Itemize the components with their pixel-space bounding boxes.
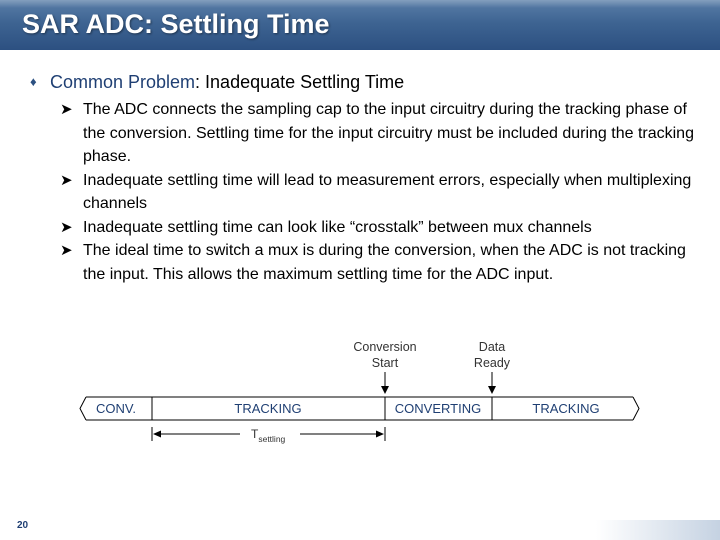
slide-title: SAR ADC: Settling Time (22, 9, 330, 39)
sub-bullet (60, 169, 710, 216)
settling-time-symbol: T (251, 427, 259, 441)
phase-converting: CONVERTING (394, 401, 482, 416)
data-ready-label-line2: Ready (473, 356, 511, 370)
sub-bullet-list (60, 98, 710, 286)
slide-number: 20 (17, 520, 29, 531)
sub-bullet-text: Inadequate settling time can look like “crosstalk” between mux channels (83, 218, 592, 236)
arrow-bullet-icon: ➤ (60, 242, 73, 259)
arrow-bullet-icon: ➤ (60, 101, 73, 118)
footer-decoration (596, 520, 720, 540)
sub-bullet-text: The ideal time to switch a mux is during the conversion, when the ADC is not tracking the input. This allows the maximum settling time for the ADC input. (83, 242, 686, 283)
timing-diagram (0, 330, 720, 460)
data-ready-label-line1: Data (478, 340, 506, 354)
sub-bullet (60, 216, 710, 240)
conversion-start-arrow (381, 372, 389, 394)
main-bullet-text: : Inadequate Settling Time (195, 72, 405, 92)
sub-bullet-text: Inadequate settling time will lead to measurement errors, especially when multiplexing channels (83, 171, 692, 212)
conversion-start-label-line1: Conversion (353, 340, 417, 354)
sub-bullet (60, 239, 710, 286)
phase-tracking: TRACKING (234, 401, 302, 416)
data-ready-arrow (488, 372, 496, 394)
settling-time-label (251, 427, 286, 444)
arrow-bullet-icon: ➤ (60, 171, 73, 189)
phase-conv: CONV. (96, 401, 136, 416)
sub-bullet (60, 98, 710, 169)
main-bullet (30, 71, 404, 93)
timing-diagram-svg (0, 330, 720, 460)
phase-tracking-2: TRACKING (532, 401, 600, 416)
arrow-bullet-icon: ➤ (60, 218, 73, 236)
settling-time-subscript: settling (258, 434, 286, 444)
sub-bullet-text: The ADC connects the sampling cap to the input circuitry during the tracking phase of the conversion. Settling time for the input circuitry must be included during the tracking phase. (83, 101, 694, 165)
main-bullet-highlight: Common Problem (50, 72, 196, 92)
conversion-start-label-line2: Start (371, 356, 399, 370)
diamond-bullet-icon: ♦ (30, 74, 37, 89)
title-bar (0, 0, 720, 50)
